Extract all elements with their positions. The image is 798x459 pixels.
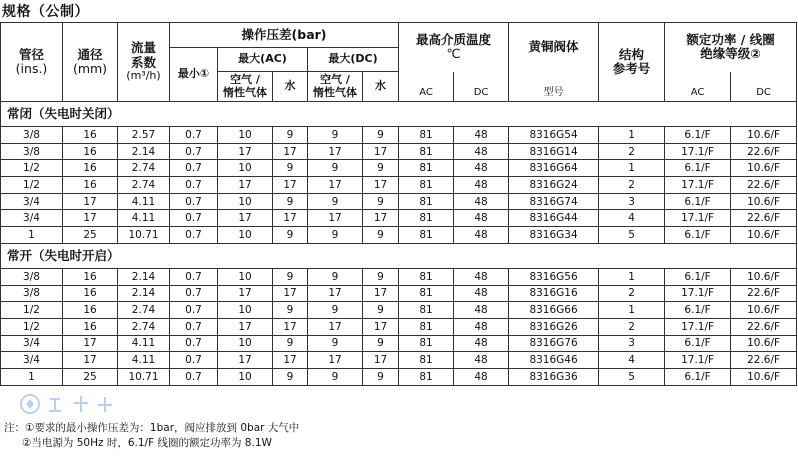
table-cell: 17.1/F — [665, 143, 731, 160]
table-cell: 3/8 — [1, 285, 63, 302]
table-cell: 4.11 — [118, 210, 170, 227]
table-cell: 3/8 — [1, 127, 63, 144]
table-cell: 10.71 — [118, 227, 170, 244]
footnotes — [4, 421, 299, 451]
table-cell: 8316G16 — [509, 285, 599, 302]
table-cell: 81 — [399, 335, 454, 352]
table-cell: 0.7 — [170, 160, 218, 177]
table-cell: 1/2 — [1, 302, 63, 319]
table-cell: 2.74 — [118, 177, 170, 194]
table-cell: 81 — [399, 268, 454, 285]
header-max-ac: 最大(AC) — [218, 48, 308, 72]
footnote-1: 注：①要求的最小操作压差为：1bar，阀应排放到 0bar 大气中 — [4, 422, 300, 434]
table-cell: 25 — [63, 227, 118, 244]
table-cell: 17 — [363, 318, 399, 335]
table-cell: 22.6/F — [731, 352, 797, 369]
table-cell: 8316G64 — [509, 160, 599, 177]
table-cell: 10 — [218, 335, 273, 352]
table-cell: 17 — [218, 352, 273, 369]
table-cell: 17 — [218, 177, 273, 194]
table-cell: 17.1/F — [665, 352, 731, 369]
table-cell: 48 — [454, 127, 509, 144]
table-cell: 0.7 — [170, 368, 218, 385]
header-power-group: 额定功率 / 线圈 绝缘等级② — [665, 23, 797, 72]
table-row — [1, 193, 797, 210]
table-cell: 0.7 — [170, 143, 218, 160]
table-cell: 17 — [218, 318, 273, 335]
table-cell: 17 — [273, 143, 308, 160]
table-cell: 9 — [363, 302, 399, 319]
table-cell: 9 — [308, 160, 363, 177]
table-cell: 2 — [599, 285, 665, 302]
table-cell: 48 — [454, 160, 509, 177]
section-row — [1, 102, 797, 127]
table-cell: 9 — [363, 193, 399, 210]
table-cell: 9 — [308, 368, 363, 385]
table-cell: 17 — [363, 210, 399, 227]
table-cell: 17.1/F — [665, 177, 731, 194]
table-cell: 9 — [363, 127, 399, 144]
table-cell: 10.6/F — [731, 160, 797, 177]
table-cell: 9 — [273, 368, 308, 385]
table-cell: 9 — [308, 193, 363, 210]
header-construction: 结构 参考号 — [599, 23, 665, 102]
table-cell: 3 — [599, 193, 665, 210]
table-cell: 1 — [599, 302, 665, 319]
table-cell: 22.6/F — [731, 177, 797, 194]
table-row — [1, 352, 797, 369]
table-cell: 0.7 — [170, 268, 218, 285]
table-cell: 9 — [363, 335, 399, 352]
table-cell: 17 — [363, 177, 399, 194]
table-cell: 9 — [308, 127, 363, 144]
table-cell: 8316G36 — [509, 368, 599, 385]
table-cell: 8316G46 — [509, 352, 599, 369]
table-cell: 3/4 — [1, 352, 63, 369]
table-row — [1, 177, 797, 194]
table-cell: 25 — [63, 368, 118, 385]
table-cell: 17 — [218, 210, 273, 227]
table-cell: 8316G26 — [509, 318, 599, 335]
table-cell: 9 — [273, 160, 308, 177]
table-cell: 9 — [308, 268, 363, 285]
table-row — [1, 318, 797, 335]
table-cell: 6.1/F — [665, 302, 731, 319]
table-cell: 6.1/F — [665, 227, 731, 244]
table-cell: 9 — [273, 335, 308, 352]
table-cell: 10.6/F — [731, 127, 797, 144]
table-cell: 17 — [308, 318, 363, 335]
table-cell: 48 — [454, 352, 509, 369]
table-cell: 22.6/F — [731, 210, 797, 227]
table-cell: 2.14 — [118, 285, 170, 302]
table-row — [1, 302, 797, 319]
table-cell: 3/8 — [1, 268, 63, 285]
table-cell: 17 — [63, 193, 118, 210]
table-cell: 2.14 — [118, 143, 170, 160]
table-cell: 1 — [599, 160, 665, 177]
table-cell: 3 — [599, 335, 665, 352]
table-cell: 17 — [218, 285, 273, 302]
table-cell: 48 — [454, 177, 509, 194]
table-cell: 81 — [399, 193, 454, 210]
table-cell: 48 — [454, 368, 509, 385]
table-cell: 8316G14 — [509, 143, 599, 160]
table-cell: 17.1/F — [665, 210, 731, 227]
table-cell: 4.11 — [118, 335, 170, 352]
table-cell: 10 — [218, 302, 273, 319]
table-cell: 10.6/F — [731, 302, 797, 319]
table-cell: 9 — [308, 227, 363, 244]
table-cell: 48 — [454, 302, 509, 319]
table-cell: 4 — [599, 352, 665, 369]
table-cell: 5 — [599, 368, 665, 385]
table-cell: 16 — [63, 127, 118, 144]
table-cell: 22.6/F — [731, 143, 797, 160]
table-cell: 81 — [399, 285, 454, 302]
table-cell: 10 — [218, 160, 273, 177]
header-power-dc: DC — [731, 72, 797, 102]
table-cell: 81 — [399, 368, 454, 385]
header-dc-air-gas: 空气 / 惰性气体 — [308, 72, 363, 102]
table-cell: 1/2 — [1, 318, 63, 335]
table-cell: 4.11 — [118, 352, 170, 369]
spec-table-body — [1, 102, 797, 386]
table-cell: 6.1/F — [665, 193, 731, 210]
table-cell: 81 — [399, 177, 454, 194]
table-cell: 2.74 — [118, 302, 170, 319]
table-cell: 1 — [599, 127, 665, 144]
table-cell: 10.6/F — [731, 193, 797, 210]
table-cell: 17 — [218, 143, 273, 160]
section-row — [1, 243, 797, 268]
table-cell: 3/4 — [1, 210, 63, 227]
table-cell: 5 — [599, 227, 665, 244]
table-cell: 10 — [218, 193, 273, 210]
section-label: 常开（失电时开启） — [1, 243, 797, 268]
table-cell: 8316G74 — [509, 193, 599, 210]
table-cell: 9 — [308, 335, 363, 352]
table-cell: 17 — [273, 177, 308, 194]
table-cell: 8316G76 — [509, 335, 599, 352]
page-title: 规格（公制） — [2, 4, 89, 20]
table-cell: 9 — [273, 302, 308, 319]
header-max-dc: 最大(DC) — [308, 48, 399, 72]
table-cell: 17.1/F — [665, 285, 731, 302]
table-cell: 17 — [63, 335, 118, 352]
table-cell: 2 — [599, 177, 665, 194]
table-cell: 2 — [599, 143, 665, 160]
table-cell: 48 — [454, 285, 509, 302]
table-cell: 10 — [218, 227, 273, 244]
table-cell: 48 — [454, 143, 509, 160]
table-cell: 81 — [399, 352, 454, 369]
table-cell: 8316G66 — [509, 302, 599, 319]
table-cell: 17 — [308, 285, 363, 302]
spec-table — [0, 22, 797, 386]
table-cell: 16 — [63, 285, 118, 302]
header-temp-ac: AC — [399, 72, 454, 102]
table-cell: 6.1/F — [665, 335, 731, 352]
table-cell: 1 — [599, 268, 665, 285]
table-cell: 17 — [63, 352, 118, 369]
table-cell: 17.1/F — [665, 318, 731, 335]
table-cell: 16 — [63, 177, 118, 194]
table-cell: 17 — [273, 285, 308, 302]
table-cell: 81 — [399, 302, 454, 319]
table-cell: 10 — [218, 268, 273, 285]
table-cell: 3/4 — [1, 335, 63, 352]
table-cell: 81 — [399, 160, 454, 177]
table-cell: 48 — [454, 227, 509, 244]
table-cell: 0.7 — [170, 302, 218, 319]
table-row — [1, 368, 797, 385]
table-cell: 81 — [399, 318, 454, 335]
table-cell: 2 — [599, 318, 665, 335]
table-cell: 10 — [218, 127, 273, 144]
header-pressure-group: 操作压差(bar) — [170, 23, 399, 48]
header-orifice: 通径 (mm) — [63, 23, 118, 102]
section-label: 常闭（失电时关闭） — [1, 102, 797, 127]
table-cell: 48 — [454, 335, 509, 352]
table-row — [1, 143, 797, 160]
header-ac-water: 水 — [273, 72, 308, 102]
table-cell: 4.11 — [118, 193, 170, 210]
table-cell: 17 — [308, 352, 363, 369]
table-cell: 16 — [63, 268, 118, 285]
table-cell: 8316G34 — [509, 227, 599, 244]
header-brass-body: 黄铜阀体 — [509, 23, 599, 72]
table-cell: 0.7 — [170, 210, 218, 227]
table-cell: 81 — [399, 210, 454, 227]
table-cell: 8316G54 — [509, 127, 599, 144]
table-cell: 3/8 — [1, 143, 63, 160]
table-cell: 17 — [363, 352, 399, 369]
header-dc-water: 水 — [363, 72, 399, 102]
header-pipe-size: 管径 (ins.) — [1, 23, 63, 102]
table-cell: 81 — [399, 143, 454, 160]
table-cell: 6.1/F — [665, 268, 731, 285]
table-cell: 9 — [363, 268, 399, 285]
table-cell: 9 — [363, 160, 399, 177]
table-cell: 2.57 — [118, 127, 170, 144]
table-cell: 1/2 — [1, 160, 63, 177]
table-row — [1, 160, 797, 177]
table-cell: 9 — [273, 127, 308, 144]
table-cell: 4 — [599, 210, 665, 227]
table-cell: 9 — [308, 302, 363, 319]
table-cell: 10.6/F — [731, 335, 797, 352]
header-flow-factor: 流量 系数 (m³/h) — [118, 23, 170, 102]
table-row — [1, 227, 797, 244]
table-row — [1, 335, 797, 352]
table-cell: 6.1/F — [665, 368, 731, 385]
table-cell: 0.7 — [170, 177, 218, 194]
table-cell: 22.6/F — [731, 318, 797, 335]
table-cell: 81 — [399, 127, 454, 144]
table-cell: 81 — [399, 227, 454, 244]
table-cell: 17 — [308, 177, 363, 194]
table-row — [1, 127, 797, 144]
table-cell: 9 — [273, 193, 308, 210]
table-cell: 10 — [218, 368, 273, 385]
footnote-2: ②当电源为 50Hz 时，6.1/F 线圈的额定功率为 8.1W — [22, 437, 272, 449]
table-cell: 17 — [308, 210, 363, 227]
table-row — [1, 268, 797, 285]
table-cell: 16 — [63, 302, 118, 319]
table-cell: 16 — [63, 143, 118, 160]
header-temp-dc: DC — [454, 72, 509, 102]
table-cell: 48 — [454, 210, 509, 227]
table-cell: 10.71 — [118, 368, 170, 385]
table-cell: 0.7 — [170, 127, 218, 144]
table-cell: 8316G44 — [509, 210, 599, 227]
table-cell: 17 — [273, 210, 308, 227]
table-row — [1, 210, 797, 227]
table-cell: 16 — [63, 318, 118, 335]
table-cell: 6.1/F — [665, 127, 731, 144]
table-cell: 48 — [454, 193, 509, 210]
table-cell: 0.7 — [170, 318, 218, 335]
table-cell: 17 — [273, 352, 308, 369]
table-cell: 9 — [273, 268, 308, 285]
table-cell: 9 — [363, 368, 399, 385]
table-cell: 48 — [454, 268, 509, 285]
table-cell: 8316G24 — [509, 177, 599, 194]
table-cell: 17 — [308, 143, 363, 160]
table-cell: 9 — [273, 227, 308, 244]
watermark-logo — [18, 388, 148, 420]
header-min: 最小① — [170, 48, 218, 102]
table-cell: 2.14 — [118, 268, 170, 285]
table-cell: 10.6/F — [731, 227, 797, 244]
table-cell: 9 — [363, 227, 399, 244]
table-cell: 10.6/F — [731, 268, 797, 285]
table-cell: 0.7 — [170, 193, 218, 210]
table-cell: 6.1/F — [665, 160, 731, 177]
table-cell: 22.6/F — [731, 285, 797, 302]
table-cell: 17 — [273, 318, 308, 335]
table-cell: 2.74 — [118, 318, 170, 335]
table-cell: 10.6/F — [731, 368, 797, 385]
header-temp-group: 最高介质温度 ℃ — [399, 23, 509, 72]
header-ac-air-gas: 空气 / 惰性气体 — [218, 72, 273, 102]
table-cell: 16 — [63, 160, 118, 177]
table-cell: 17 — [63, 210, 118, 227]
table-cell: 3/4 — [1, 193, 63, 210]
table-cell: 48 — [454, 318, 509, 335]
table-cell: 0.7 — [170, 285, 218, 302]
header-model: 型号 — [509, 72, 599, 102]
header-power-ac: AC — [665, 72, 731, 102]
table-cell: 8316G56 — [509, 268, 599, 285]
table-cell: 0.7 — [170, 335, 218, 352]
table-cell: 17 — [363, 285, 399, 302]
table-cell: 0.7 — [170, 227, 218, 244]
table-cell: 1 — [1, 368, 63, 385]
table-cell: 0.7 — [170, 352, 218, 369]
table-row — [1, 285, 797, 302]
table-cell: 1/2 — [1, 177, 63, 194]
table-cell: 1 — [1, 227, 63, 244]
table-cell: 17 — [363, 143, 399, 160]
table-cell: 2.74 — [118, 160, 170, 177]
